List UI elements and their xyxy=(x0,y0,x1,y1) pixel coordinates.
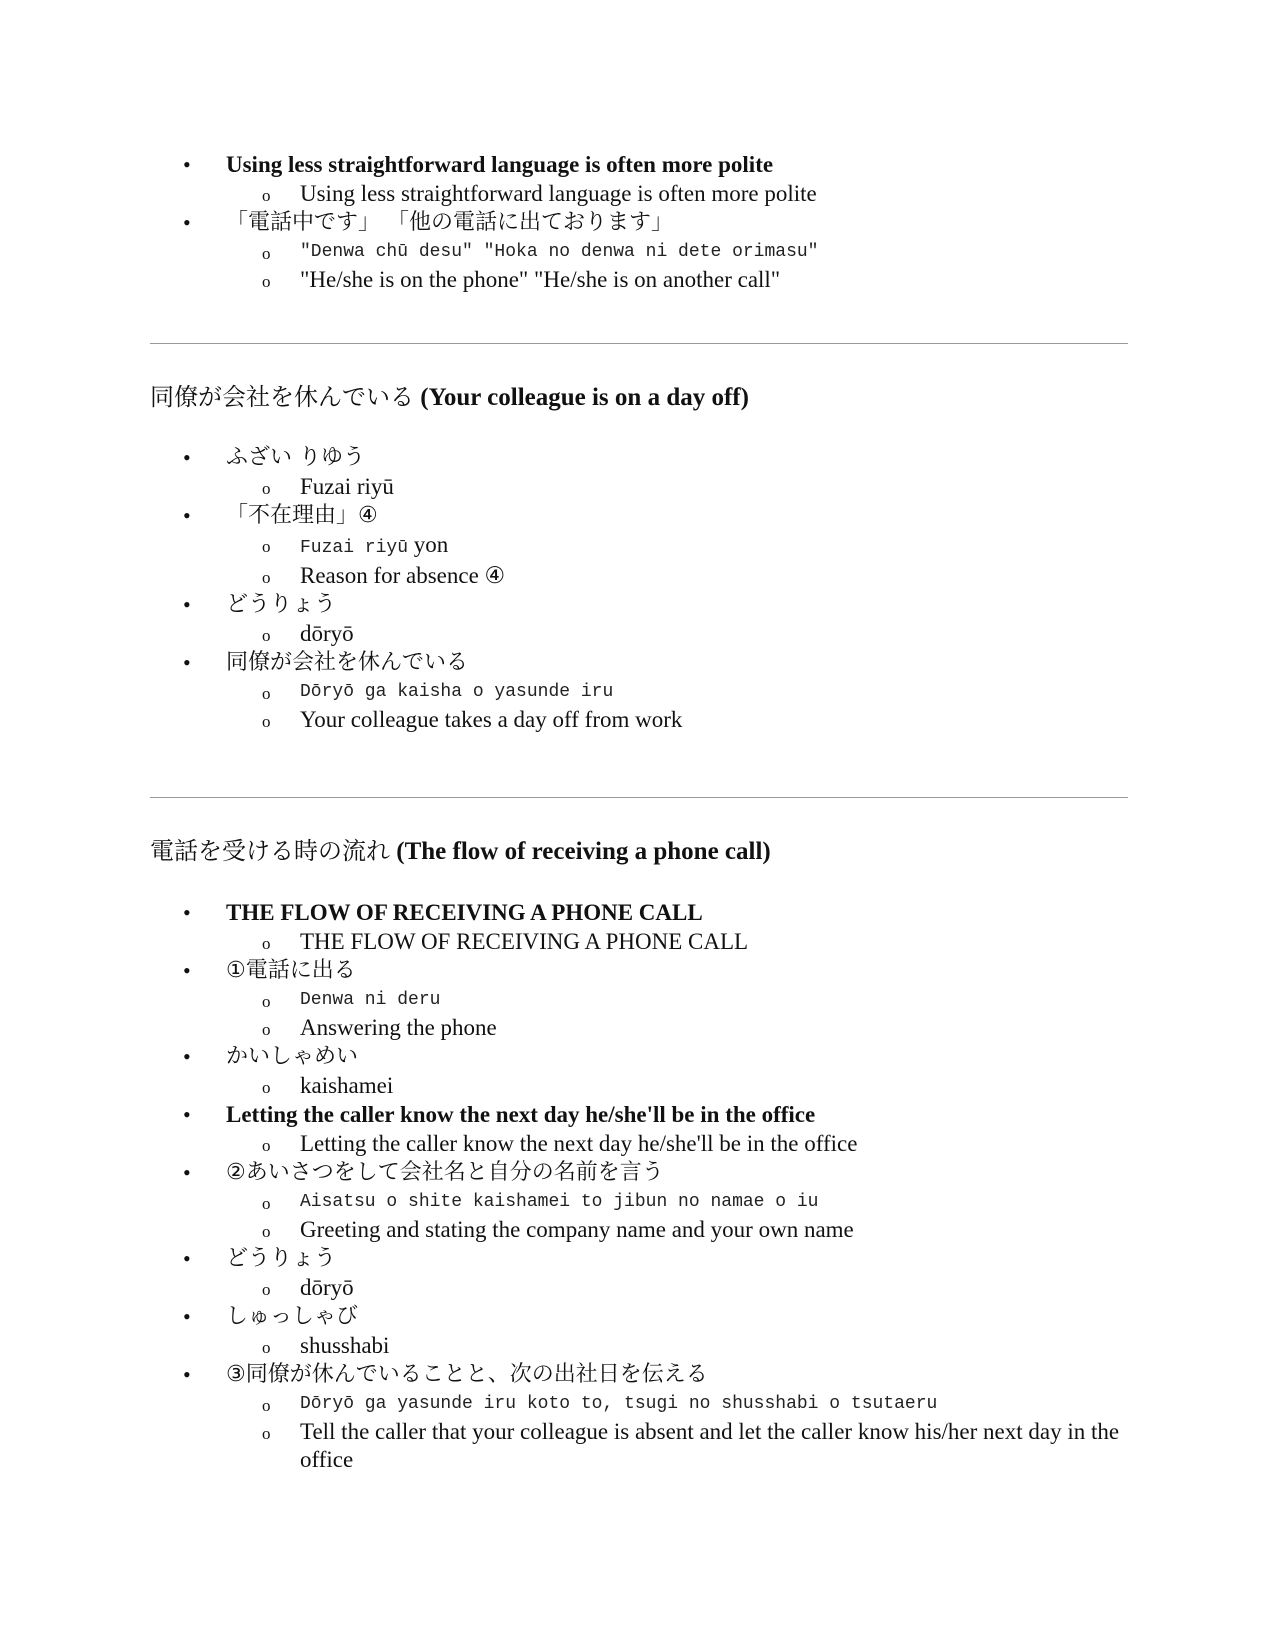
romaji-text: Fuzai riyū xyxy=(300,538,409,558)
sub-text: o Tell the caller that your colleague is absent and let the caller know his/her next day in the office xyxy=(300,1419,1120,1472)
list-item xyxy=(150,150,1130,208)
sub-text: o THE FLOW OF RECEIVING A PHONE CALL xyxy=(300,929,749,954)
item-text: • 「不在理由」④ xyxy=(226,503,378,528)
sub-item xyxy=(226,238,1130,266)
horizontal-rule xyxy=(150,797,1128,798)
list-item xyxy=(150,443,1130,501)
list-item xyxy=(150,590,1130,648)
item-text: • ふざい りゆう xyxy=(226,445,365,470)
list-item xyxy=(150,1042,1130,1100)
item-text: • かいしゃめい xyxy=(226,1044,359,1069)
heading-english: (The flow of receiving a phone call) xyxy=(396,838,771,865)
sub-item xyxy=(226,473,1130,501)
list-item xyxy=(150,501,1130,590)
sub-text: o Using less straightforward language is often more polite xyxy=(300,181,817,206)
item-text: • ③同僚が休んでいることと、次の出社日を伝える xyxy=(226,1362,708,1387)
sub-item xyxy=(226,1130,1130,1158)
item-text: • 「電話中です」 「他の電話に出ております」 xyxy=(226,210,673,235)
romaji-text: o Aisatsu o shite kaishamei to jibun no namae o iu xyxy=(300,1192,819,1212)
sub-item xyxy=(226,531,1130,562)
item-text: • 同僚が会社を休んでいる xyxy=(226,650,469,675)
sub-item xyxy=(226,1188,1130,1216)
section-1-list xyxy=(150,150,1130,294)
romaji-text: o Denwa ni deru xyxy=(300,990,441,1010)
sub-item xyxy=(226,1216,1130,1244)
list-item xyxy=(150,648,1130,734)
item-text: • Using less straightforward language is often more polite xyxy=(226,152,774,177)
sub-item xyxy=(226,678,1130,706)
horizontal-rule xyxy=(150,343,1128,344)
item-text: • どうりょう xyxy=(226,592,337,617)
heading-japanese: 電話を受ける時の流れ xyxy=(150,837,390,865)
sub-item xyxy=(226,266,1130,294)
sub-text: o kaishamei xyxy=(300,1073,394,1098)
heading-japanese: 同僚が会社を休んでいる xyxy=(150,383,414,411)
sub-item xyxy=(226,928,1130,956)
section-3-list xyxy=(150,898,1130,1474)
item-text: • THE FLOW OF RECEIVING A PHONE CALL xyxy=(226,900,703,925)
sub-item xyxy=(226,1274,1130,1302)
item-text: • しゅっしゃび xyxy=(226,1304,359,1329)
sub-text: o Reason for absence ④ xyxy=(300,563,506,588)
sub-text: o dōryō xyxy=(300,1275,354,1300)
sub-text: o Fuzai riyū xyxy=(300,474,394,499)
sub-text: o shusshabi xyxy=(300,1333,390,1358)
list-item xyxy=(150,1100,1130,1158)
sub-item xyxy=(226,986,1130,1014)
item-text: • ①電話に出る xyxy=(226,958,356,983)
list-item xyxy=(150,956,1130,1042)
sub-text: o dōryō xyxy=(300,621,354,646)
sub-item xyxy=(226,180,1130,208)
section-heading xyxy=(150,834,1130,869)
sub-text: o Answering the phone xyxy=(300,1015,497,1040)
list-item xyxy=(150,1360,1130,1474)
romaji-tail: yon xyxy=(408,532,449,557)
section-2-list xyxy=(150,443,1130,734)
list-item xyxy=(150,1302,1130,1360)
sub-item xyxy=(226,1418,1130,1474)
list-item xyxy=(150,208,1130,294)
sub-item xyxy=(226,1072,1130,1100)
romaji-text: o Dōryō ga kaisha o yasunde iru xyxy=(300,682,614,702)
sub-item xyxy=(226,620,1130,648)
sub-item xyxy=(226,1014,1130,1042)
item-text: • ②あいさつをして会社名と自分の名前を言う xyxy=(226,1160,664,1185)
item-text: • どうりょう xyxy=(226,1246,337,1271)
list-item xyxy=(150,1244,1130,1302)
list-item xyxy=(150,898,1130,956)
list-item xyxy=(150,1158,1130,1244)
romaji-text: o "Denwa chū desu" "Hoka no denwa ni dete orimasu" xyxy=(300,242,819,262)
item-text: • Letting the caller know the next day he/she'll be in the office xyxy=(226,1102,816,1127)
sub-text: o Your colleague takes a day off from work xyxy=(300,707,683,732)
sub-text: o Greeting and stating the company name and your own name xyxy=(300,1217,854,1242)
sub-item xyxy=(226,706,1130,734)
sub-text: o Letting the caller know the next day he/she'll be in the office xyxy=(300,1131,858,1156)
sub-item xyxy=(226,1390,1130,1418)
section-heading xyxy=(150,380,1130,415)
sub-item xyxy=(226,562,1130,590)
heading-english: (Your colleague is on a day off) xyxy=(420,384,749,411)
romaji-text: o Dōryō ga yasunde iru koto to, tsugi no shusshabi o tsutaeru xyxy=(300,1394,938,1414)
sub-item xyxy=(226,1332,1130,1360)
sub-text: o "He/she is on the phone" "He/she is on another call" xyxy=(300,267,781,292)
